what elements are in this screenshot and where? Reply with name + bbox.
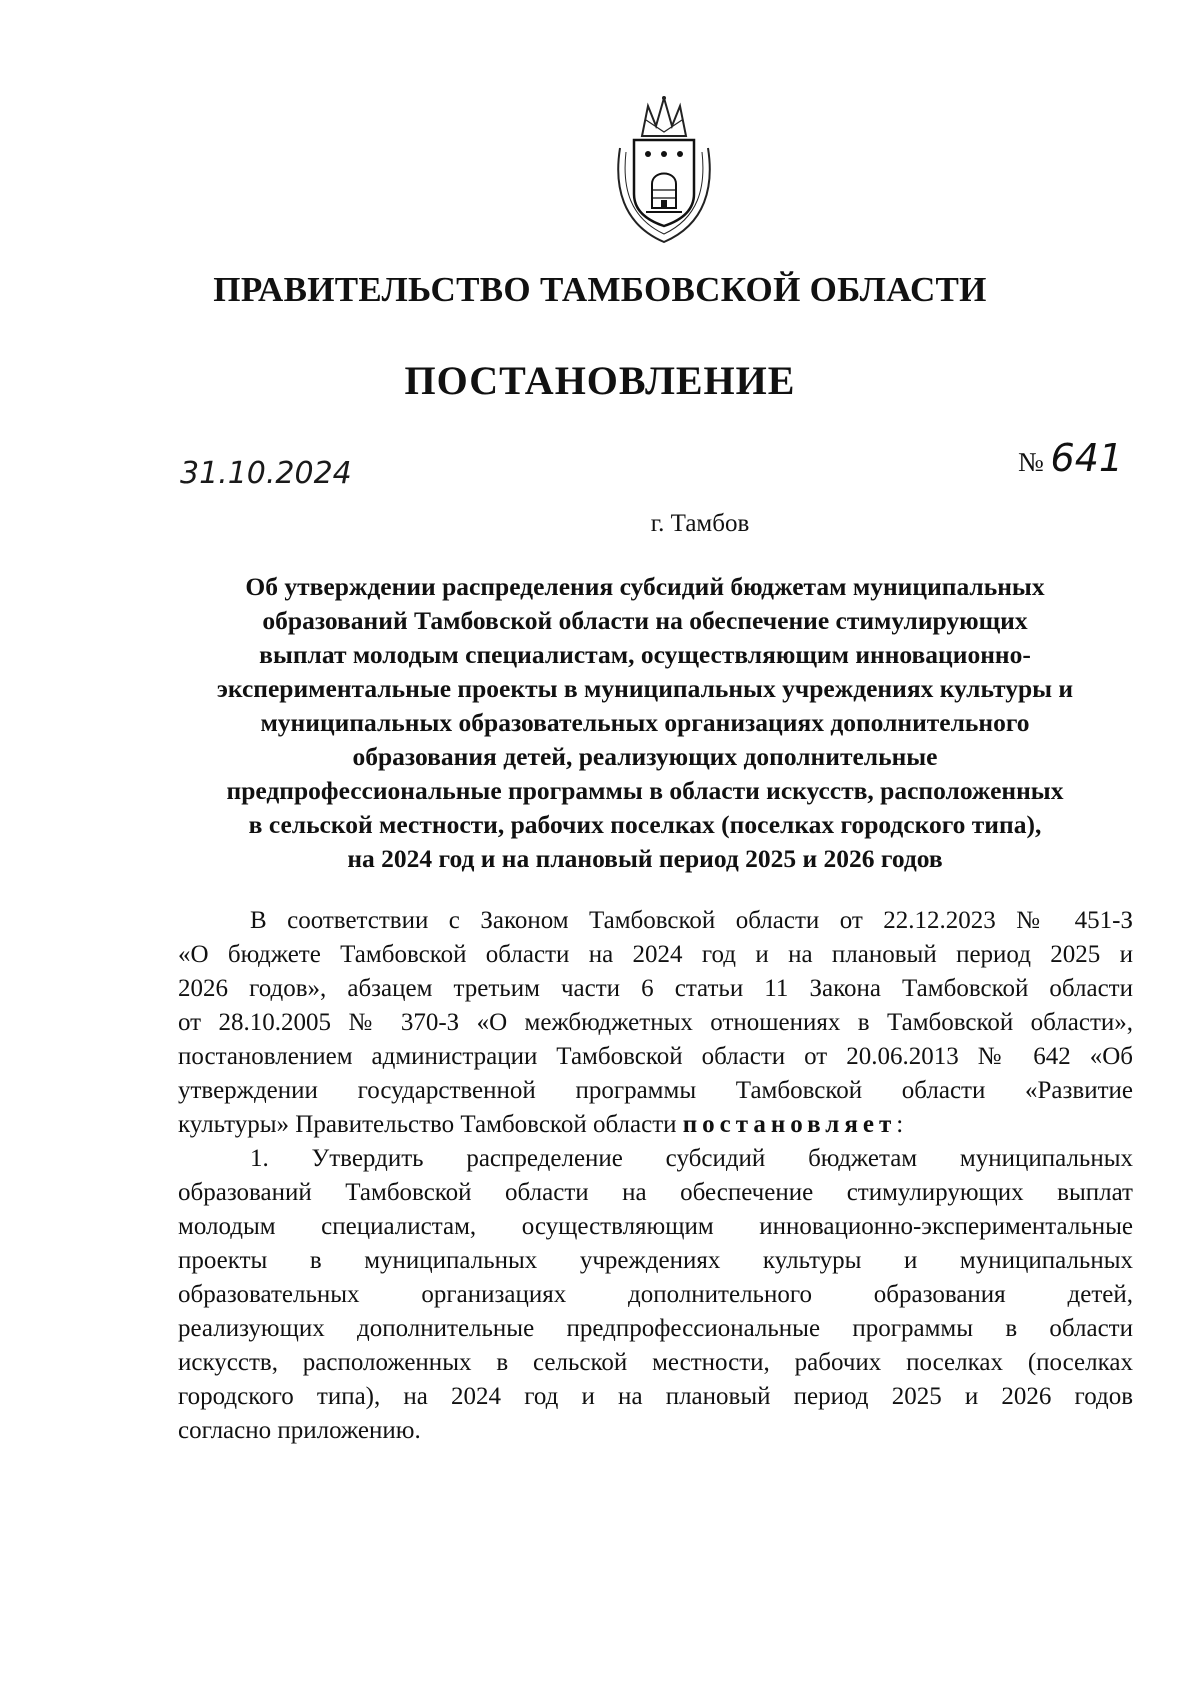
item1-line: реализующих дополнительные предпрофессиональные программы в области (178, 1315, 1133, 1342)
title-line: экспериментальные проекты в муниципальных учреждениях культуры и (216, 674, 1074, 703)
title-line: в сельской местности, рабочих поселках (поселках городского типа), (248, 810, 1042, 839)
coat-of-arms-emblem (612, 96, 716, 246)
item1-line: проекты в муниципальных учреждениях культуры и муниципальных (178, 1247, 1133, 1274)
preamble-line: «О бюджете Тамбовской области на 2024 год и на плановый период 2025 и (178, 941, 1133, 968)
item1-line: 1. Утвердить распределение субсидий бюджетам муниципальных (250, 1145, 1133, 1172)
resolves-word: постановляет (682, 1111, 897, 1138)
preamble-line: 2026 годов», абзацем третьим части 6 статьи 11 Закона Тамбовской области (178, 975, 1133, 1002)
document-number (1018, 436, 1123, 480)
item1-line: молодым специалистам, осуществляющим инновационно-экспериментальные (178, 1213, 1133, 1240)
title-line: на 2024 год и на плановый период 2025 и 2026 годов (347, 844, 943, 873)
resolves-colon: : (896, 1111, 904, 1138)
item1-line: образований Тамбовской области на обеспечение стимулирующих выплат (178, 1179, 1133, 1206)
title-line: образования детей, реализующих дополнительные (352, 742, 938, 771)
title-line: предпрофессиональные программы в области искусств, расположенных (226, 776, 1064, 805)
preamble-last-text: культуры» Правительство Тамбовской области (178, 1111, 677, 1138)
document-title (170, 570, 1120, 876)
title-line: выплат молодым специалистам, осуществляющим инновационно- (259, 640, 1031, 669)
preamble-line: постановлением администрации Тамбовской области от 20.06.2013 № 642 «Об (178, 1043, 1133, 1070)
item1-line: городского типа), на 2024 год и на плановый период 2025 и 2026 годов (178, 1383, 1133, 1410)
document-type: ПОСТАНОВЛЕНИЕ (404, 358, 796, 403)
number-prefix: № (1018, 447, 1044, 477)
document-body (178, 904, 1133, 1448)
title-line: муниципальных образовательных организациях дополнительного (260, 708, 1030, 737)
title-line: Об утверждении распределения субсидий бюджетам муниципальных (245, 572, 1045, 601)
document-date: 31.10.2024 (180, 456, 352, 491)
item1-last-line: согласно приложению. (178, 1417, 421, 1444)
preamble-line: В соответствии с Законом Тамбовской области от 22.12.2023 № 451-З (250, 907, 1133, 934)
preamble-last-line (178, 1108, 1133, 1142)
item1-line: искусств, расположенных в сельской местности, рабочих поселках (поселках (178, 1349, 1133, 1376)
title-line: образований Тамбовской области на обеспечение стимулирующих (262, 606, 1028, 635)
preamble-line: от 28.10.2005 № 370-З «О межбюджетных отношениях в Тамбовской области», (178, 1009, 1133, 1036)
city: г. Тамбов (650, 510, 750, 537)
item1-line: образовательных организациях дополнительного образования детей, (178, 1281, 1133, 1308)
organization-name: ПРАВИТЕЛЬСТВО ТАМБОВСКОЙ ОБЛАСТИ (213, 270, 987, 309)
number-value: 641 (1050, 436, 1124, 480)
preamble-line: утверждении государственной программы Тамбовской области «Развитие (178, 1077, 1133, 1104)
